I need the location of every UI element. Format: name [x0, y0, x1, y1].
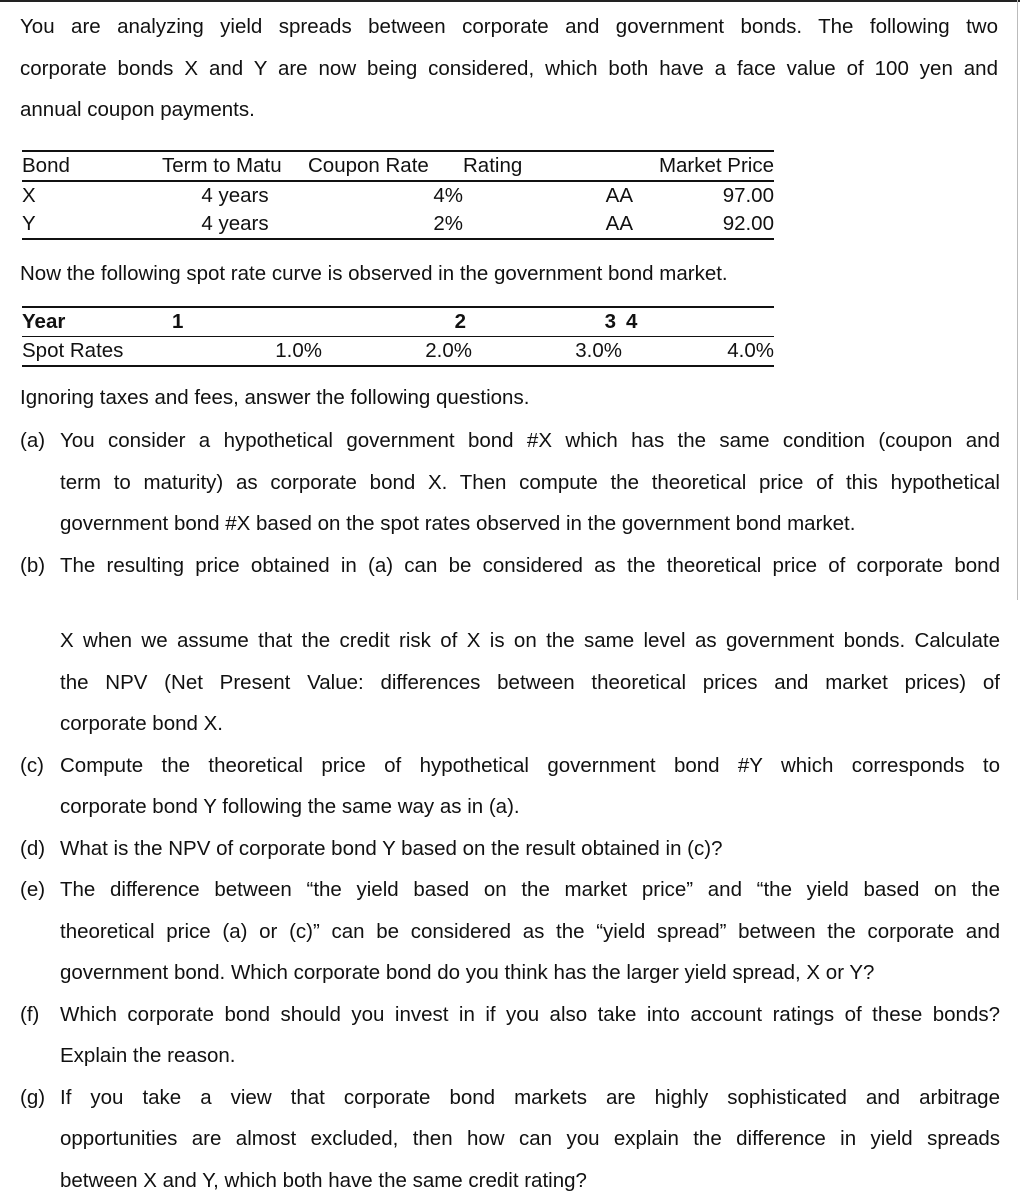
instruction: Ignoring taxes and fees, answer the following questions. [20, 386, 530, 409]
question-line: If you take a view that corporate bond markets are highly sophisticated and arbitrage [60, 1085, 1000, 1109]
question-label: (c) [20, 753, 44, 777]
top-border [0, 0, 1020, 2]
question-label: (a) [20, 429, 46, 452]
right-border [1017, 0, 1018, 600]
question-d [20, 828, 1000, 870]
question-line: government bond #X based on the spot rates observed in the government bond market. [60, 512, 856, 535]
year-label: Year [22, 307, 172, 337]
question-line: opportunities are almost excluded, then how can you explain the difference in yield spreads [60, 1127, 1000, 1150]
year-value: 2 [322, 307, 472, 337]
spot-rate: 3.0% [472, 337, 622, 367]
bond-table [22, 150, 774, 240]
header-bond: Bond [22, 151, 162, 181]
question-line: corporate bond X. [60, 712, 223, 735]
table-row [22, 210, 774, 239]
spot-rate: 1.0% [172, 337, 322, 367]
spot-sentence: Now the following spot rate curve is observed in the government bond market. [20, 262, 728, 285]
year-value: 4 [622, 307, 774, 337]
header-coupon: Coupon Rate [308, 151, 463, 181]
term: 4 years [201, 184, 269, 207]
question-line: Which corporate bond should you invest in if you also take into account ratings of these bonds? [60, 1002, 1000, 1026]
question-list [20, 420, 1000, 1201]
header-market-price: Market Price [633, 151, 774, 181]
coupon: 2% [308, 210, 463, 239]
question-line: The difference between “the yield based on the market price” and “the yield based on the [60, 878, 1000, 901]
question-label: (d) [20, 836, 46, 860]
question-f [20, 994, 1000, 1077]
rating: AA [605, 184, 633, 207]
spot-rate-row [22, 337, 774, 367]
page-gap [60, 586, 1000, 620]
header-term: Term to Matu [162, 151, 308, 181]
term: 4 years [162, 210, 308, 239]
question-line: theoretical price (a) or (c)” can be considered as the “yield spread” between the corporate and [60, 919, 1000, 943]
bond-name: X [22, 184, 36, 207]
market-price: 97.00 [722, 184, 774, 207]
question-line: term to maturity) as corporate bond X. Then compute the theoretical price of this hypothetical [60, 470, 1000, 494]
spot-rate-label: Spot Rates [22, 337, 172, 367]
rating: AA [463, 210, 633, 239]
spot-rate-table [22, 306, 774, 367]
question-g [20, 1077, 1000, 1201]
intro-paragraph [20, 6, 998, 131]
spot-rate: 2.0% [322, 337, 472, 367]
question-label: (f) [20, 1002, 40, 1026]
question-line: The resulting price obtained in (a) can be considered as the theoretical price of corporate bond [60, 553, 1000, 577]
question-label: (b) [20, 553, 46, 577]
question-b [20, 545, 1000, 745]
year-value: 3 [472, 307, 622, 337]
question-c [20, 745, 1000, 828]
table-row [22, 181, 774, 210]
question-line: the NPV (Net Present Value: differences between theoretical prices and market prices) of [60, 670, 1000, 694]
question-line: What is the NPV of corporate bond Y based on the result obtained in (c)? [60, 836, 723, 860]
question-label: (e) [20, 878, 46, 901]
intro-line: corporate bonds X and Y are now being considered, which both have a face value of 100 yen and [20, 56, 998, 80]
question-line: Explain the reason. [60, 1044, 236, 1067]
bond-name: Y [22, 210, 162, 239]
bond-table-header [22, 151, 774, 181]
spot-rate: 4.0% [622, 337, 774, 367]
market-price: 92.00 [633, 210, 774, 239]
question-line: between X and Y, which both have the same credit rating? [60, 1168, 587, 1192]
question-line: X when we assume that the credit risk of X is on the same level as government bonds. Calculate [60, 629, 1000, 652]
year-value: 1 [172, 307, 322, 337]
intro-line: annual coupon payments. [20, 98, 255, 121]
question-line: Compute the theoretical price of hypothetical government bond #Y which corresponds to [60, 753, 1000, 777]
question-a [20, 420, 1000, 545]
year-row [22, 307, 774, 337]
question-line: government bond. Which corporate bond do you think has the larger yield spread, X or Y? [60, 961, 875, 984]
intro-line: You are analyzing yield spreads between corporate and government bonds. The following two [20, 15, 998, 38]
question-label: (g) [20, 1085, 46, 1109]
question-line: corporate bond Y following the same way as in (a). [60, 795, 520, 818]
question-line: You consider a hypothetical government bond #X which has the same condition (coupon and [60, 429, 1000, 452]
header-rating: Rating [463, 151, 633, 181]
question-e [20, 869, 1000, 994]
coupon: 4% [433, 184, 463, 207]
